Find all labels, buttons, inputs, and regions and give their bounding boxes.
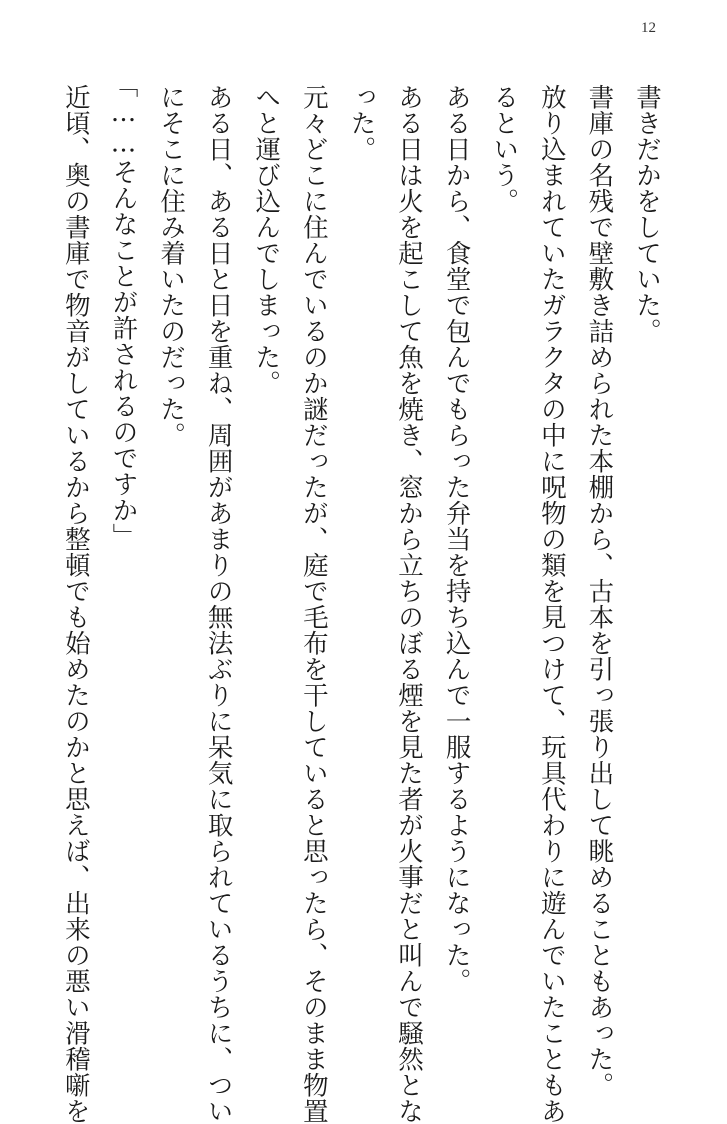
text-line: 書庫の名残で壁敷き詰められた本棚から、古本を引っ張り出して眺めることもあった。	[584, 84, 615, 1098]
text-line: 元々どこに住んでいるのか謎だったが、庭で毛布を干していると思ったら、そのまま物置	[298, 84, 329, 1124]
text-line: るという。	[489, 84, 520, 214]
text-line: った。	[346, 84, 377, 162]
text-line: へと運び込んでしまった。	[251, 84, 282, 396]
text-line: にそこに住み着いたのだった。	[156, 84, 187, 448]
page-number: 12	[641, 20, 656, 36]
text-line: 放り込まれていたガラクタの中に呪物の類を見つけて、玩具代わりに遊んでいたこともあ	[536, 84, 567, 1124]
text-line: ある日は火を起こして魚を焼き、窓から立ちのぼる煙を見た者が火事だと叫んで騒然とな	[394, 84, 425, 1124]
text-line: 近頃、奥の書庫で物音がしているから整頓でも始めたのかと思えば、出来の悪い滑稽噺を	[60, 84, 91, 1124]
text-line: ある日から、食堂で包んでもらった弁当を持ち込んで一服するようになった。	[441, 84, 472, 994]
text-line: ある日、ある日と日を重ね、周囲があまりの無法ぶりに呆気に取られているうちに、つい	[203, 84, 234, 1124]
dialogue-line: 「……そんなことが許されるのですか」	[108, 72, 139, 549]
body-text	[60, 72, 670, 1124]
text-line: 書きだかをしていた。	[632, 84, 662, 344]
